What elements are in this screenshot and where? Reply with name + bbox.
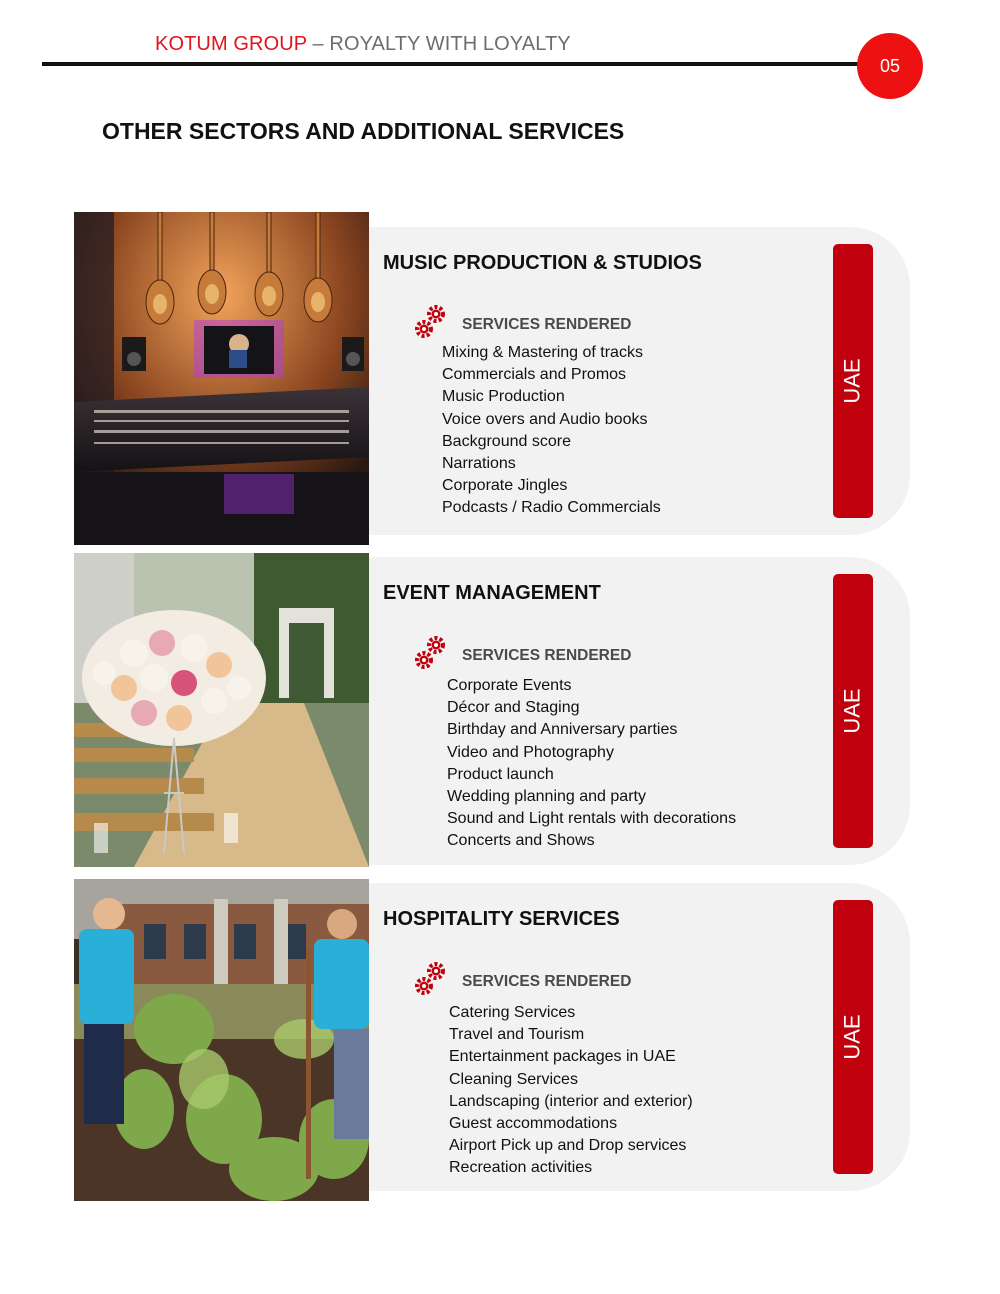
list-item: Entertainment packages in UAE bbox=[449, 1048, 676, 1066]
region-tab-music bbox=[833, 244, 873, 518]
list-item: Background score bbox=[442, 432, 571, 450]
services-rendered-label: SERVICES RENDERED bbox=[462, 316, 632, 333]
region-tab-hospitality bbox=[833, 900, 873, 1174]
music-studio-photo bbox=[74, 212, 369, 545]
list-item: Narrations bbox=[442, 455, 516, 473]
list-item: Wedding planning and party bbox=[447, 788, 646, 806]
gears-icon bbox=[414, 961, 448, 997]
region-label: UAE bbox=[840, 1014, 865, 1060]
hospitality-services-list bbox=[449, 1002, 693, 1180]
list-item: Concerts and Shows bbox=[447, 832, 595, 850]
list-item: Recreation activities bbox=[449, 1159, 593, 1177]
landscaping-photo bbox=[74, 879, 369, 1201]
list-item: Video and Photography bbox=[447, 743, 614, 761]
list-item: Voice overs and Audio books bbox=[442, 410, 648, 428]
list-item: Cleaning Services bbox=[449, 1070, 578, 1088]
list-item: Mixing & Mastering of tracks bbox=[442, 344, 643, 361]
region-tab-events bbox=[833, 574, 873, 848]
page-title: OTHER SECTORS AND ADDITIONAL SERVICES bbox=[102, 118, 625, 144]
list-item: Landscaping (interior and exterior) bbox=[449, 1092, 693, 1110]
gears-icon bbox=[414, 635, 448, 671]
section-title-events: EVENT MANAGEMENT bbox=[383, 582, 601, 604]
gears-icon bbox=[414, 304, 448, 340]
wedding-decor-photo bbox=[74, 553, 369, 867]
list-item: Sound and Light rentals with decorations bbox=[447, 810, 737, 828]
brand-tagline: – ROYALTY WITH LOYALTY bbox=[306, 33, 571, 55]
services-rendered-label: SERVICES RENDERED bbox=[462, 647, 632, 664]
header-title bbox=[155, 33, 571, 56]
region-label: UAE bbox=[840, 358, 865, 404]
list-item: Travel and Tourism bbox=[449, 1026, 585, 1044]
list-item: Commercials and Promos bbox=[442, 366, 627, 384]
region-label: UAE bbox=[840, 688, 865, 734]
list-item: Podcasts / Radio Commercials bbox=[442, 499, 661, 517]
list-item: Catering Services bbox=[449, 1004, 576, 1021]
list-item: Airport Pick up and Drop services bbox=[449, 1137, 687, 1155]
list-item: Corporate Events bbox=[447, 677, 572, 694]
brand-name: KOTUM GROUP bbox=[155, 33, 307, 55]
list-item: Guest accommodations bbox=[449, 1115, 618, 1133]
page-number-badge: 05 bbox=[857, 33, 923, 99]
list-item: Birthday and Anniversary parties bbox=[447, 721, 678, 739]
music-services-list bbox=[442, 342, 661, 520]
section-title-hospitality: HOSPITALITY SERVICES bbox=[383, 908, 620, 930]
services-rendered-label: SERVICES RENDERED bbox=[462, 973, 632, 990]
section-title-music: MUSIC PRODUCTION & STUDIOS bbox=[383, 252, 702, 274]
list-item: Décor and Staging bbox=[447, 699, 580, 717]
event-services-list bbox=[447, 675, 736, 853]
list-item: Music Production bbox=[442, 388, 565, 406]
list-item: Corporate Jingles bbox=[442, 477, 568, 495]
list-item: Product launch bbox=[447, 765, 554, 783]
header-divider bbox=[42, 62, 872, 66]
